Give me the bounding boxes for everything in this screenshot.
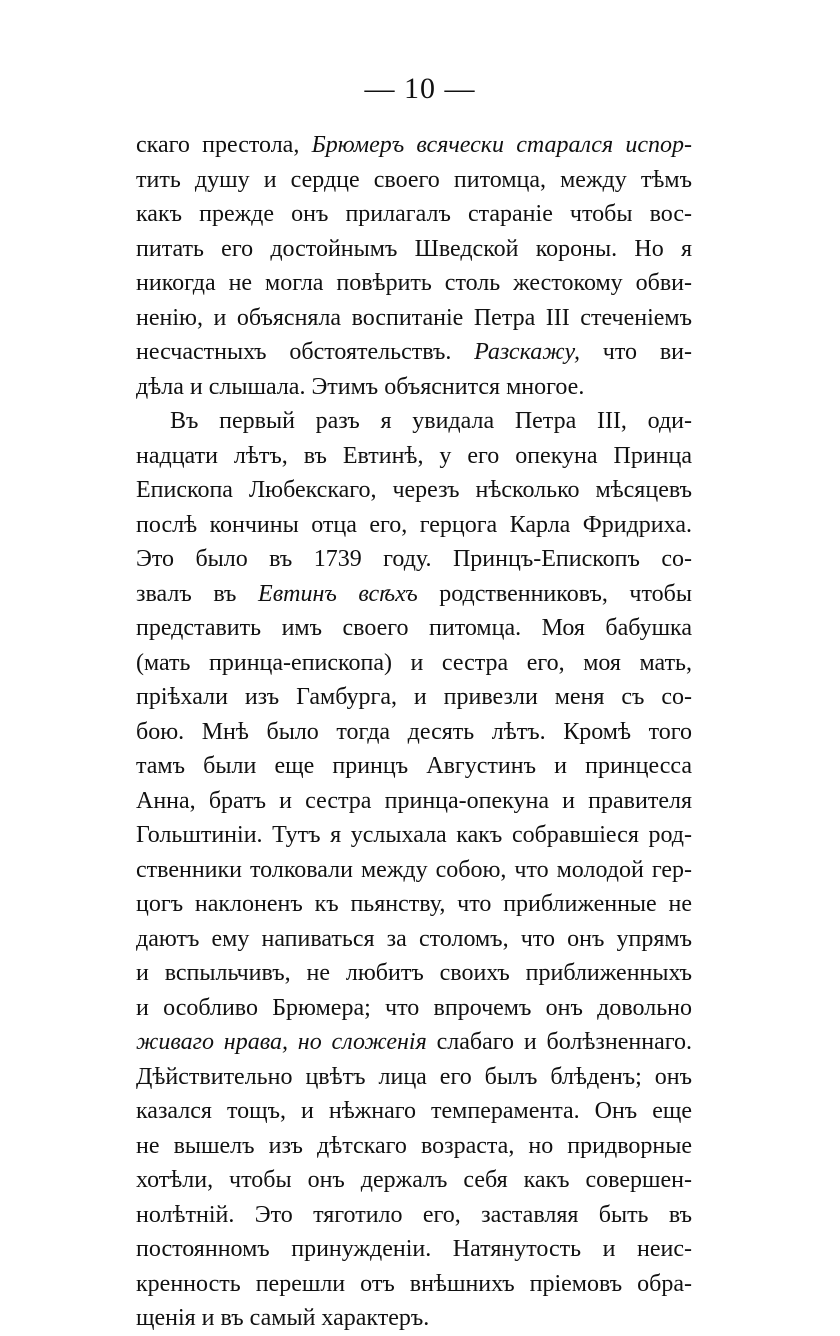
text-span: цогъ наклоненъ къ пьянству, что приближенные не [136, 891, 692, 917]
text-line [136, 1232, 692, 1267]
text-span: что ви- [580, 339, 692, 365]
text-span: никогда не могла повѣрить столь жестокому обви- [136, 270, 692, 296]
page-number: — 10 — [364, 72, 476, 105]
text-span: слабаго и болѣзненнаго. [426, 1029, 692, 1055]
text-line [136, 1301, 692, 1336]
text-span: даютъ ему напиваться за столомъ, что онъ упрямъ [136, 925, 692, 952]
text-line [136, 853, 692, 888]
text-span: послѣ кончины отца его, герцога Карла Фридриха. [136, 511, 692, 538]
text-span: тамъ были еще принцъ Августинъ и принцесса [136, 753, 692, 779]
text-span: Гольштиніи. Тутъ я услыхала какъ собравшіеся род- [136, 822, 692, 848]
text-span: и вспыльчивъ, не любитъ своихъ приближенныхъ [136, 960, 692, 986]
text-span: кренность перешли отъ внѣшнихъ пріемовъ обра- [136, 1270, 692, 1297]
text-span: и особливо Брюмера; что впрочемъ онъ довольно [136, 994, 692, 1021]
text-span: нолѣтній. Это тяготило его, заставляя быть въ [136, 1201, 692, 1228]
body-text [136, 128, 692, 1336]
text-span: несчастныхъ обстоятельствъ. [136, 339, 475, 365]
text-span: Анна, братъ и сестра принца-опекуна и правителя [136, 787, 692, 814]
text-span: бою. Мнѣ было тогда десять лѣтъ. Кромѣ того [136, 718, 692, 745]
italic-text-span: живаго нрава, но сложенія [136, 1029, 427, 1055]
text-line [136, 577, 692, 612]
text-line [136, 818, 692, 853]
text-span: тить душу и сердце своего питомца, между тѣмъ [136, 166, 692, 193]
text-line [136, 887, 692, 922]
text-line [136, 991, 692, 1026]
text-span: родственниковъ, чтобы [417, 580, 693, 607]
text-line [136, 163, 692, 198]
text-span: ненію, и объясняла воспитаніе Петра III стеченіемъ [136, 304, 692, 331]
text-line [136, 956, 692, 991]
text-line [136, 439, 692, 474]
text-span: (мать принца-епископа) и сестра его, моя мать, [136, 649, 692, 676]
text-line [136, 473, 692, 508]
text-span: пріѣхали изъ Гамбурга, и привезли меня съ со- [136, 684, 692, 710]
text-line [136, 508, 692, 543]
text-span: постоянномъ принужденіи. Натянутость и неис- [136, 1236, 692, 1262]
text-line [136, 266, 692, 301]
text-span: не вышелъ изъ дѣтскаго возраста, но придворные [136, 1132, 692, 1159]
text-line [136, 784, 692, 819]
text-line [136, 1025, 692, 1060]
text-span: Въ первый разъ я увидала Петра III, оди- [170, 408, 692, 434]
text-line [136, 1267, 692, 1302]
text-line [136, 1129, 692, 1164]
text-span: казался тощъ, и нѣжнаго темперамента. Онъ еще [136, 1098, 692, 1124]
text-span: хотѣли, чтобы онъ держалъ себя какъ совершен- [136, 1167, 692, 1193]
text-span: представить имъ своего питомца. Моя бабушка [136, 615, 692, 641]
text-line [136, 646, 692, 681]
text-line [136, 715, 692, 750]
text-line [136, 1163, 692, 1198]
text-line [136, 370, 692, 405]
text-line [136, 680, 692, 715]
text-line [136, 1094, 692, 1129]
italic-text-span: Брюмеръ всячески старался испор- [311, 132, 693, 158]
text-line [136, 542, 692, 577]
text-line [136, 404, 692, 439]
text-line [136, 197, 692, 232]
text-span: Епископа Любекскаго, черезъ нѣсколько мѣсяцевъ [136, 477, 692, 503]
text-line [136, 1060, 692, 1095]
text-span: звалъ въ [136, 580, 259, 607]
text-line [136, 922, 692, 957]
text-span: ственники толковали между собою, что молодой гер- [136, 856, 692, 883]
italic-text-span: Евтинъ всѣхъ [258, 580, 418, 607]
text-line [136, 128, 692, 163]
text-span: скаго престола, [136, 132, 312, 158]
text-span: Дѣйствительно цвѣтъ лица его былъ блѣденъ; онъ [136, 1063, 692, 1090]
text-line [136, 611, 692, 646]
text-line [136, 749, 692, 784]
text-span: дѣла и слышала. Этимъ объяснится многое. [136, 373, 585, 400]
text-line [136, 232, 692, 267]
text-span: щенія и въ самый характеръ. [136, 1305, 430, 1331]
text-span: какъ прежде онъ прилагалъ стараніе чтобы вос- [136, 201, 692, 227]
italic-text-span: Разскажу, [474, 339, 580, 365]
text-span: питать его достойнымъ Шведской короны. Но я [136, 235, 692, 262]
text-span: надцати лѣтъ, въ Евтинѣ, у его опекуна Принца [136, 442, 692, 469]
text-line [136, 335, 692, 370]
text-line [136, 301, 692, 336]
text-line [136, 1198, 692, 1233]
text-span: Это было въ 1739 году. Принцъ-Епископъ со- [136, 546, 692, 572]
